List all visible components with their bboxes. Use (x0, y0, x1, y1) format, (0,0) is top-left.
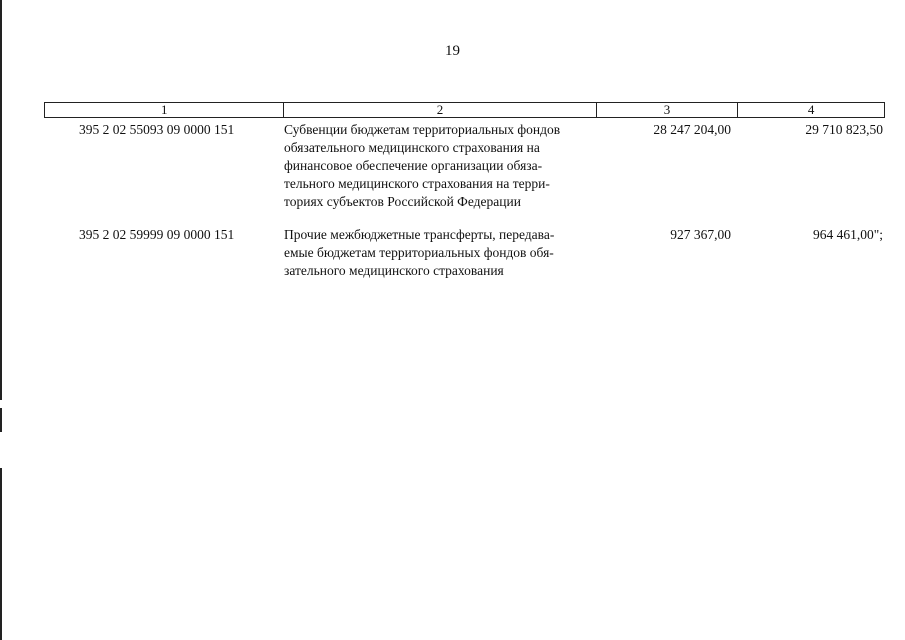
table-header (44, 102, 885, 118)
budget-code: 395 2 02 55093 09 0000 151 (79, 122, 235, 137)
left-margin-line (0, 0, 2, 400)
amount-column-3: 28 247 204,00 (653, 122, 731, 137)
description-line: тельного медицинского страхования на терри- (284, 176, 550, 191)
description (284, 226, 604, 280)
description-line: обязательного медицинского страхования на (284, 140, 540, 155)
page-number: 19 (445, 43, 460, 59)
description-line: Субвенции бюджетам территориальных фондов (284, 122, 561, 137)
description (284, 121, 604, 211)
amount-column-3: 927 367,00 (670, 227, 731, 242)
description-line: ториях субъектов Российской Федерации (284, 194, 521, 209)
description-line: зательного медицинского страхования (284, 263, 504, 278)
header-cell-2: 2 (283, 103, 595, 117)
left-margin-line (0, 468, 2, 640)
amount-column-4: 29 710 823,50 (805, 122, 883, 137)
header-cell-1: 1 (160, 102, 168, 117)
description-line: финансовое обеспечение организации обяза- (284, 158, 543, 173)
header-cell-4: 4 (737, 103, 884, 117)
left-margin-line (0, 408, 2, 432)
budget-code: 395 2 02 59999 09 0000 151 (79, 227, 235, 242)
description-line: Прочие межбюджетные трансферты, передава- (284, 227, 555, 242)
header-cell-3: 3 (596, 103, 738, 117)
description-line: емые бюджетам территориальных фондов обя- (284, 245, 554, 260)
amount-column-4: 964 461,00"; (812, 227, 883, 242)
